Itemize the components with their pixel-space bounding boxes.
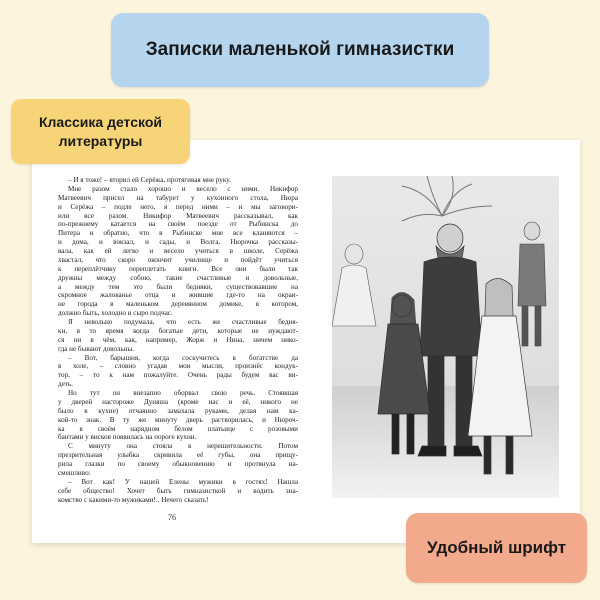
feature-label: Удобный шрифт [426,538,567,557]
text-line: не города в маленьком деревянном домике, в котором, [58,300,298,309]
text-line: или все разом. Никифор Матвеевич рассказывал, как [58,211,298,220]
text-line: рила глазки по своему обыкновению и протянула на- [58,460,298,468]
genre-label-line-1: Классика детской [38,113,162,130]
book-spread [32,140,580,543]
text-line: – И я тоже! – вторил ей Серёжа, протягивая мне руку. [68,176,231,184]
text-line: смешливо: [58,468,91,477]
genre-label [39,113,162,151]
text-line: С минуту она стояла в нерешительности. Потом [68,442,298,451]
text-line: и дома, и вокзал, и сады, и Волга, Нюрочка рассказы- [58,238,298,247]
text-line: комство с какими-то мужиками!.. Нечего сказать! [58,495,209,504]
text-line: ся ни в чём, как, например, Жорж и Нина, ничем нико- [58,335,298,344]
genre-badge [11,99,190,164]
text-line: хвастал, что скоро окончит училище и пойдёт учиться [58,255,298,264]
text-line: кой-то знак. В ту же минуту дверь растворилась, и Нюроч- [58,415,298,424]
text-line: по-прежнему катается на своём поезде от Рыбинска до [58,220,298,229]
text-line: вала, как ей легко и весело учиться в школе, Серёжа [58,247,298,255]
text-line: себе общество! Хочет быть гимназисткой и водить зна- [58,486,298,495]
text-line: ки, в то время когда богатые дети, которые не нуждают- [58,326,298,335]
text-line: – Вот, барышня, когда соскучитесь в богатстве да [68,353,298,362]
text-line: скромное жалованье отца и жившие где-то на окраи- [58,291,298,300]
text-line: Мне разом стало хорошо и весело с ними. Никифор [68,184,298,193]
genre-label-line-2: литературы [58,132,143,149]
text-line: Питера и обратно, что в Рыбинске мне все кланяются – [58,229,298,238]
text-line: презрительная улыбка скривила её губы, она прищу- [58,451,298,460]
text-line: а между тем это были бедняки, существовавшие на [58,282,298,291]
text-line: дружны между собою, такие счастливые и довольные, [58,273,298,282]
text-line: тор, – то к нам пожалуйте. Очень рады будем вас ви- [58,371,298,380]
text-line: – Вот как! У нашей Елены мужики в гостях! Нашла [68,477,298,486]
text-line: к переплётчику переплетать книги. Все они были так [58,264,298,273]
page-number: 76 [168,513,176,522]
text-line: бантами у висков появилась на пороге кухни. [58,433,197,442]
text-line: в холе, – словно угадав мои мысли, произнёс кондук- [58,362,298,371]
girls-and-conductor-illustration [332,176,559,498]
page-text [58,176,298,506]
text-line: должно быть, холодно и сыро подчас. [58,309,173,318]
text-line: и Серёжа – подле него, я перед ними – и мы заговори- [58,202,298,211]
book-title: Записки маленькой гимназистки [145,39,455,60]
text-line: гда не бывают довольны. [58,344,135,353]
text-line: деть. [58,380,73,389]
text-line: Матвеевич присел на табурет у кухонного стола, Нюра [58,193,298,202]
text-line: у дверей настороже Дуняша (кроме нас и её, никого не [58,397,298,406]
text-line: ка в своём нарядном белом платьице с розовыми [58,424,298,433]
text-line: было в кухне) отчаянно замахала руками, делая нам ка- [58,406,298,415]
text-line: Но тут он внезапно оборвал свою речь. Стоявшая [68,389,298,397]
feature-badge [406,513,587,583]
text-line: Я невольно подумала, что есть же счастливые бедня- [68,318,298,326]
book-title-badge [111,13,489,87]
